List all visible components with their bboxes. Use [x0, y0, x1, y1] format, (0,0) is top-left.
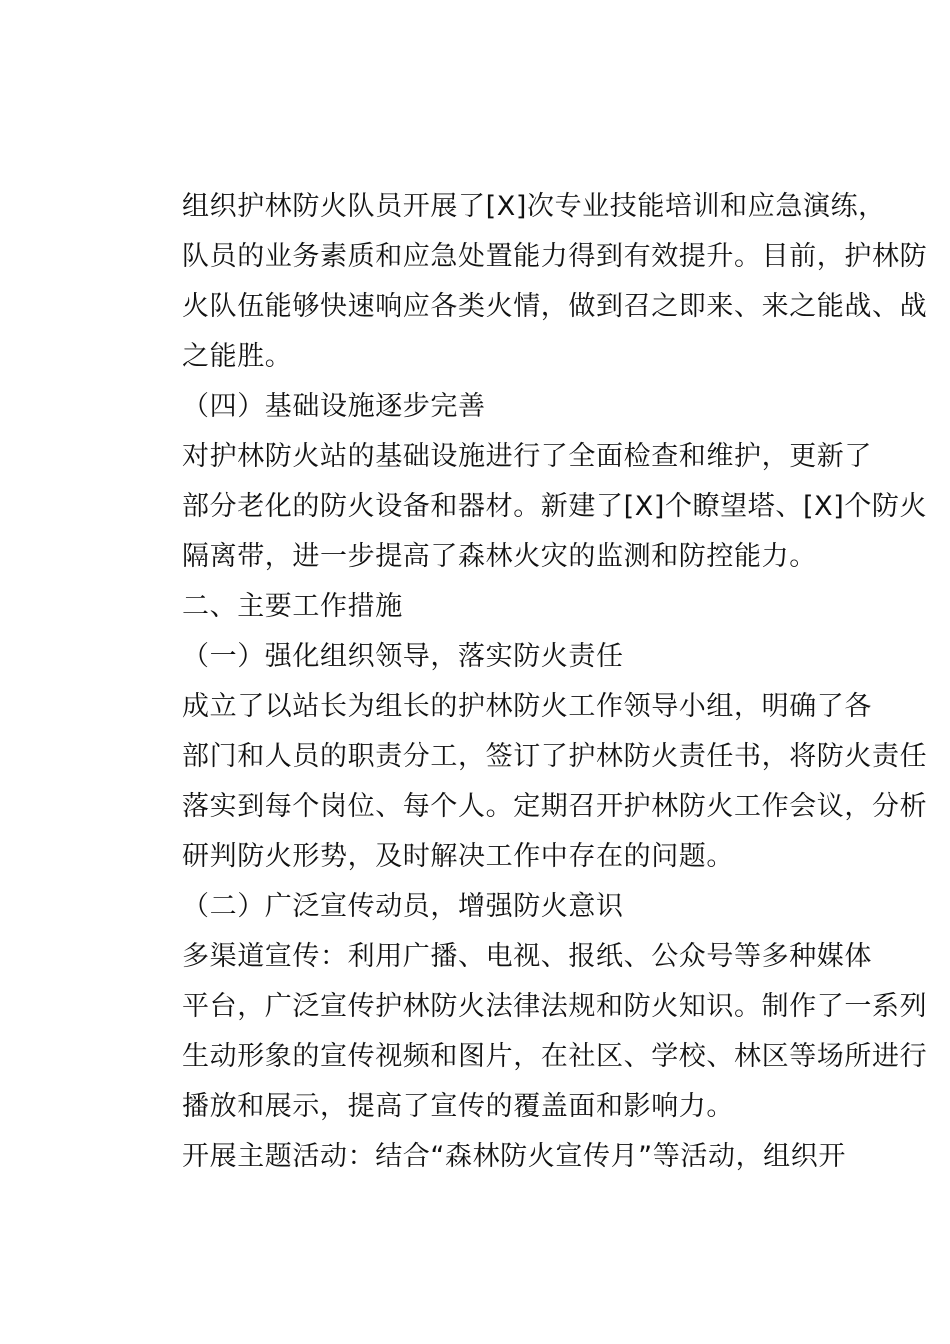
text-line: 之能胜。 — [182, 341, 293, 372]
section-heading-main-measures — [128, 582, 833, 632]
section-heading-publicity — [128, 882, 833, 932]
text-line: 落实到每个岗位、每个人。定期召开护林防火工作会议，分析 — [182, 791, 928, 822]
paragraph-infrastructure — [128, 432, 928, 582]
text-line: 开展主题活动：结合“森林防火宣传月”等活动，组织开 — [182, 1141, 846, 1172]
text-line: 平台，广泛宣传护林防火法律法规和防火知识。制作了一系列 — [182, 991, 928, 1022]
text-line: 部门和人员的职责分工，签订了护林防火责任书，将防火责任 — [182, 741, 928, 772]
text-line: 多渠道宣传：利用广播、电视、报纸、公众号等多种媒体 — [182, 941, 872, 972]
text-line: 成立了以站长为组长的护林防火工作领导小组，明确了各 — [182, 691, 872, 722]
document-page — [128, 182, 928, 1182]
section-heading-infrastructure — [128, 382, 833, 432]
paragraph-training-results — [128, 182, 928, 382]
text-line: 部分老化的防火设备和器材。新建了[X]个瞭望塔、[X]个防火 — [182, 491, 928, 522]
section-heading-leadership — [128, 632, 833, 682]
text-line: 隔离带，进一步提高了森林火灾的监测和防控能力。 — [182, 541, 817, 572]
paragraph-leadership — [128, 682, 928, 882]
text-line: 对护林防火站的基础设施进行了全面检查和维护，更新了 — [182, 441, 872, 472]
paragraph-theme-activities — [128, 1132, 846, 1182]
text-line: 组织护林防火队员开展了[X]次专业技能培训和应急演练， — [182, 191, 886, 222]
text-line: 火队伍能够快速响应各类火情，做到召之即来、来之能战、战 — [182, 291, 928, 322]
heading-text: （一）强化组织领导，落实防火责任 — [182, 641, 624, 672]
text-line: 生动形象的宣传视频和图片，在社区、学校、林区等场所进行 — [182, 1041, 928, 1072]
heading-text: 二、主要工作措施 — [182, 591, 403, 622]
text-line: 播放和展示，提高了宣传的覆盖面和影响力。 — [182, 1091, 734, 1122]
text-line: 研判防火形势，及时解决工作中存在的问题。 — [182, 841, 734, 872]
heading-text: （二）广泛宣传动员，增强防火意识 — [182, 891, 624, 922]
text-line: 队员的业务素质和应急处置能力得到有效提升。目前，护林防 — [182, 241, 928, 272]
paragraph-multichannel-publicity — [128, 932, 928, 1132]
heading-text: （四）基础设施逐步完善 — [182, 391, 486, 422]
